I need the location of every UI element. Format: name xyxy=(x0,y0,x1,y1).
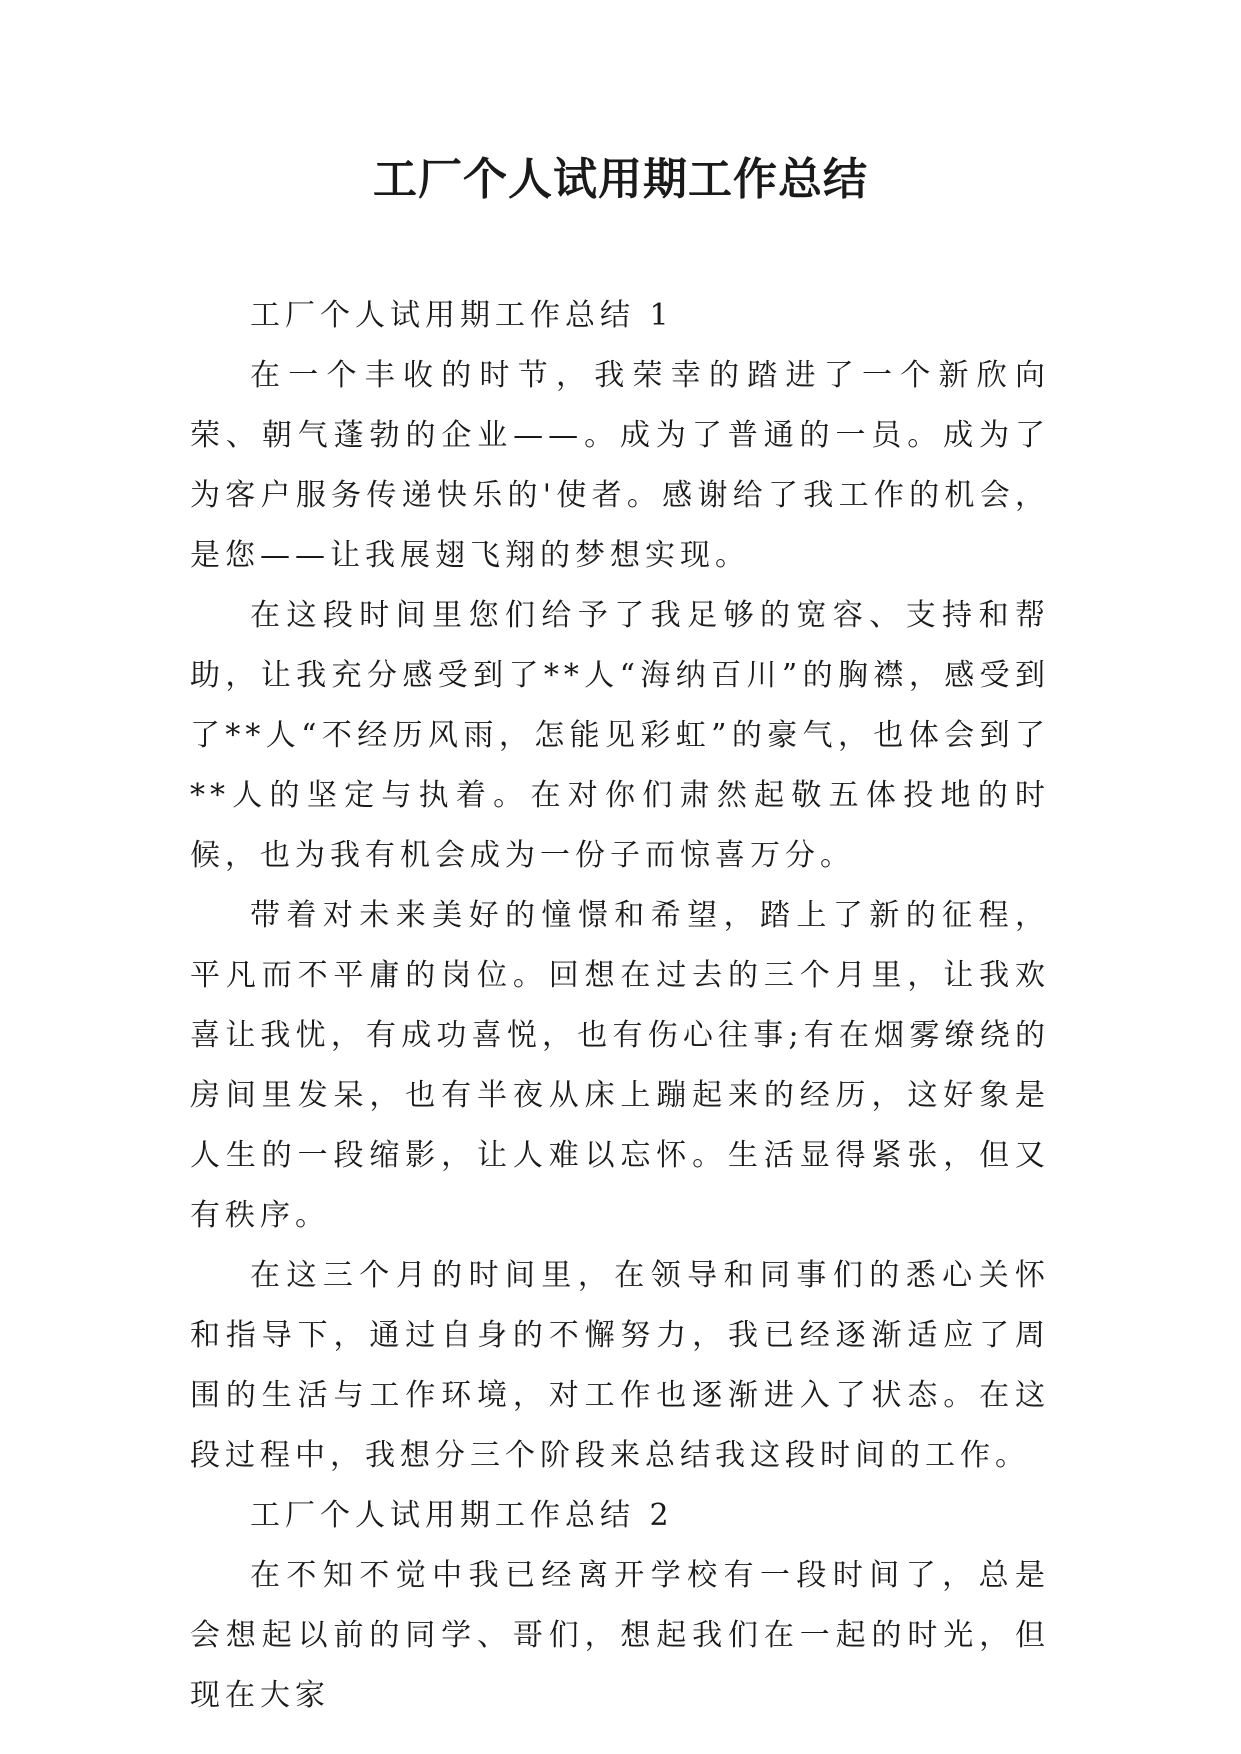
paragraph: 在这段时间里您们给予了我足够的宽容、支持和帮助，让我充分感受到了**人“海纳百川”的胸襟，感受到了**人“不经历风雨，怎能见彩虹”的豪气，也体会到了**人的坚定与执着。在对你们肃然起敬五体投地的时候，也为我有机会成为一份子而惊喜万分。 xyxy=(190,598,1050,873)
document-body xyxy=(190,286,1050,1726)
paragraph: 在这三个月的时间里，在领导和同事们的悉心关怀和指导下，通过自身的不懈努力，我已经逐渐适应了周围的生活与工作环境，对工作也逐渐进入了状态。在这段过程中，我想分三个阶段来总结我这段时间的工作。 xyxy=(190,1258,1050,1473)
page-title: 工厂个人试用期工作总结 xyxy=(373,154,868,205)
section-heading: 工厂个人试用期工作总结 1 xyxy=(250,298,674,333)
section-heading: 工厂个人试用期工作总结 2 xyxy=(250,1498,674,1533)
paragraph: 在不知不觉中我已经离开学校有一段时间了，总是会想起以前的同学、哥们，想起我们在一起的时光，但现在大家 xyxy=(190,1558,1050,1713)
paragraph: 带着对未来美好的憧憬和希望，踏上了新的征程，平凡而不平庸的岗位。回想在过去的三个月里，让我欢喜让我忧，有成功喜悦，也有伤心往事;有在烟雾缭绕的房间里发呆，也有半夜从床上蹦起来的经历，这好象是人生的一段缩影，让人难以忘怀。生活显得紧张，但又有秩序。 xyxy=(190,898,1050,1233)
paragraph: 在一个丰收的时节，我荣幸的踏进了一个新欣向荣、朝气蓬勃的企业——。成为了普通的一员。成为了为客户服务传递快乐的'使者。感谢给了我工作的机会，是您——让我展翅飞翔的梦想实现。 xyxy=(190,358,1050,573)
